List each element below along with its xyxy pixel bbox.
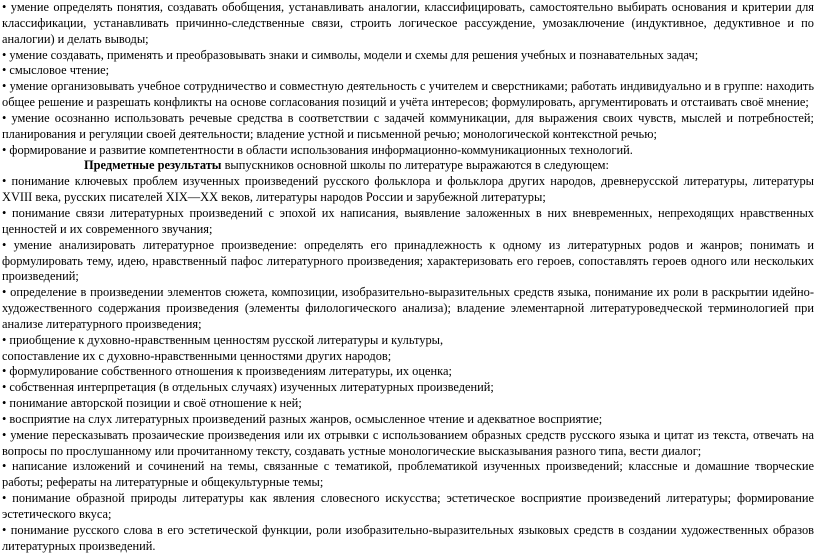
list-item: • умение создавать, применять и преобразовывать знаки и символы, модели и схемы для решения учебных и познавательных задач; xyxy=(2,47,699,62)
section-heading-title: Предметные результаты xyxy=(84,158,222,173)
list-item: • восприятие на слух литературных произведений разных жанров, осмысленное чтение и адекватное восприятие; xyxy=(2,411,603,426)
list-item: сопоставление их с духовно-нравственными ценностями других народов; xyxy=(2,348,392,363)
list-item: • умение анализировать литературное произведение: определять его принадлежность к одному из литературных родов и жанров; понимать и формулировать тему, идею, нравственный пафос литературного произведения; характеризовать его героев, сопоставлять героев одного или нескольких произведений; xyxy=(2,237,814,284)
list-item: • умение определять понятия, создавать обобщения, устанавливать аналогии, классифицировать, самостоятельно выбирать основания и критерии для классификации, устанавливать причинно-следственные связи, строить логическое рассуждение, умозаключение (индуктивное, дедуктивное и по аналогии) и делать выводы; xyxy=(2,0,814,46)
list-item: • смысловое чтение; xyxy=(2,63,110,78)
list-item: • написание изложений и сочинений на темы, связанные с тематикой, проблематикой изученных произведений; классные и домашние творческие работы; рефераты на литературные и общекультурные темы; xyxy=(2,459,814,490)
list-item: • умение пересказывать прозаические произведения или их отрывки с использованием образных средств русского языка и цитат из текста, отвечать на вопросы по прослушанному или прочитанному тексту, создавать устные монологические высказывания разного типа, вести диалог; xyxy=(2,427,814,458)
section-heading xyxy=(2,158,814,174)
list-item: • определение в произведении элементов сюжета, композиции, изобразительно-выразительных средств языка, понимание их роли в раскрытии идейно-художественного содержания произведения (элементы филологического анализа); владение элементарной литературоведческой терминологией при анализе литературного произведения; xyxy=(2,285,814,331)
list-item: • формирование и развитие компетентности в области использования информационно-коммуникационных технологий. xyxy=(2,142,633,157)
list-item: • понимание связи литературных произведений с эпохой их написания, выявление заложенных в них вневременных, непреходящих нравственных ценностей и их современного звучания; xyxy=(2,205,814,236)
list-item: • понимание ключевых проблем изученных произведений русского фольклора и фольклора других народов, древнерусской литературы, литературы XVIII века, русских писателей XIX—XX веков, литературы народов России и зарубежной литературы; xyxy=(2,174,814,205)
list-item: • понимание русского слова в его эстетической функции, роли изобразительно-выразительных языковых средств в создании художественных образов литературных произведений. xyxy=(2,522,814,553)
list-item: • умение организовывать учебное сотрудничество и совместную деятельность с учителем и сверстниками; работать индивидуально и в группе: находить общее решение и разрешать конфликты на основе согласования позиций и учёта интересов; формулировать, аргументировать и отстаивать своё мнение; xyxy=(2,79,814,110)
list-item: • собственная интерпретация (в отдельных случаях) изученных литературных произведений; xyxy=(2,380,494,395)
list-item: • понимание авторской позиции и своё отношение к ней; xyxy=(2,396,302,411)
list-item: • умение осознанно использовать речевые средства в соответствии с задачей коммуникации, для выражения своих чувств, мыслей и потребностей; планирования и регуляции своей деятельности; владение устной и письменной речью; монологической контекстной речью; xyxy=(2,110,814,141)
list-item: • приобщение к духовно-нравственным ценностям русской литературы и культуры, xyxy=(2,332,444,347)
list-item: • понимание образной природы литературы как явления словесного искусства; эстетическое восприятие произведений литературы; формирование эстетического вкуса; xyxy=(2,491,814,521)
list-item: • формулирование собственного отношения к произведениям литературы, их оценка; xyxy=(2,364,452,379)
section-heading-text: выпускников основной школы по литературе выражаются в следующем: xyxy=(221,158,609,173)
